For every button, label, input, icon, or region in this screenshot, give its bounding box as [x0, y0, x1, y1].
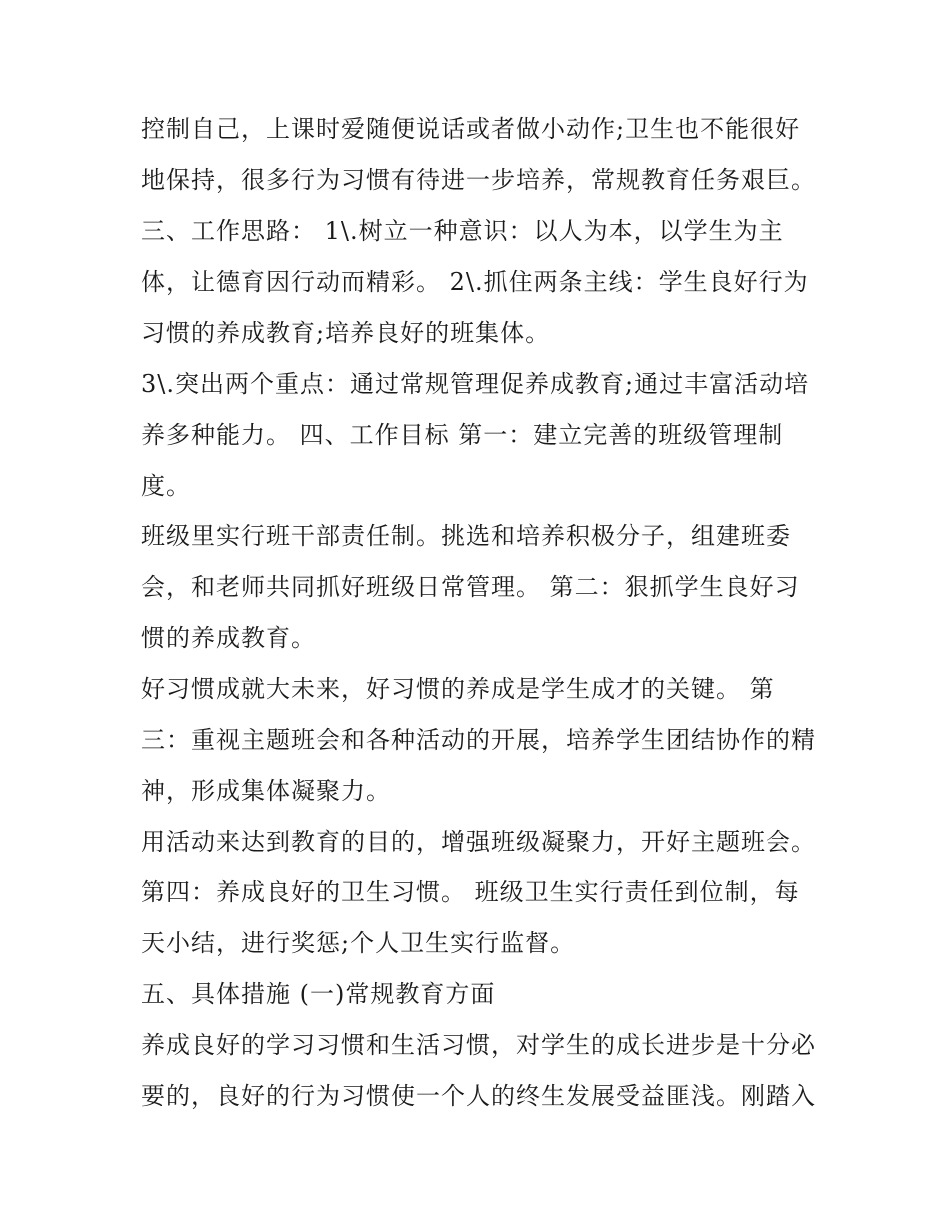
text-line: 惯的养成教育。 [141, 624, 316, 652]
text-line: 会，和老师共同抓好班级日常管理。 第二：狠抓学生良好习 [141, 573, 800, 601]
text-line: 天小结，进行奖惩;个人卫生实行监督。 [141, 929, 576, 957]
text-line: 第四：养成良好的卫生习惯。 班级卫生实行责任到位制，每 [141, 878, 800, 906]
text-line: 养多种能力。 四、工作目标 第一：建立完善的班级管理制 [141, 421, 784, 449]
text-line: 三：重视主题班会和各种活动的开展，培养学生团结协作的精 [141, 726, 816, 754]
text-line: 要的，良好的行为习惯使一个人的终生发展受益匪浅。刚踏入 [141, 1082, 816, 1110]
text-line: 地保持，很多行为习惯有待进一步培养，常规教育任务艰巨。 [141, 166, 816, 194]
text-line: 习惯的养成教育;培养良好的班集体。 [141, 319, 551, 347]
text-line: 控制自己，上课时爱随便说话或者做小动作;卫生也不能很好 [141, 115, 801, 143]
text-line: 养成良好的学习习惯和生活习惯，对学生的成长进步是十分必 [141, 1031, 816, 1059]
text-line: 体，让德育因行动而精彩。 2\.抓住两条主线：学生良好行为 [141, 268, 809, 296]
text-line: 班级里实行班干部责任制。挑选和培养积极分子，组建班委 [141, 522, 791, 550]
text-line: 五、具体措施 (一)常规教育方面 [141, 980, 496, 1008]
text-line: 三、工作思路： 1\.树立一种意识：以人为本，以学生为主 [141, 217, 784, 245]
text-line: 3\.突出两个重点：通过常规管理促养成教育;通过丰富活动培 [141, 370, 810, 398]
text-line: 度。 [141, 472, 191, 500]
text-line: 神，形成集体凝聚力。 [141, 777, 391, 805]
text-line: 好习惯成就大未来，好习惯的养成是学生成才的关键。 第 [141, 675, 775, 703]
text-line: 用活动来达到教育的目的，增强班级凝聚力，开好主题班会。 [141, 828, 816, 856]
